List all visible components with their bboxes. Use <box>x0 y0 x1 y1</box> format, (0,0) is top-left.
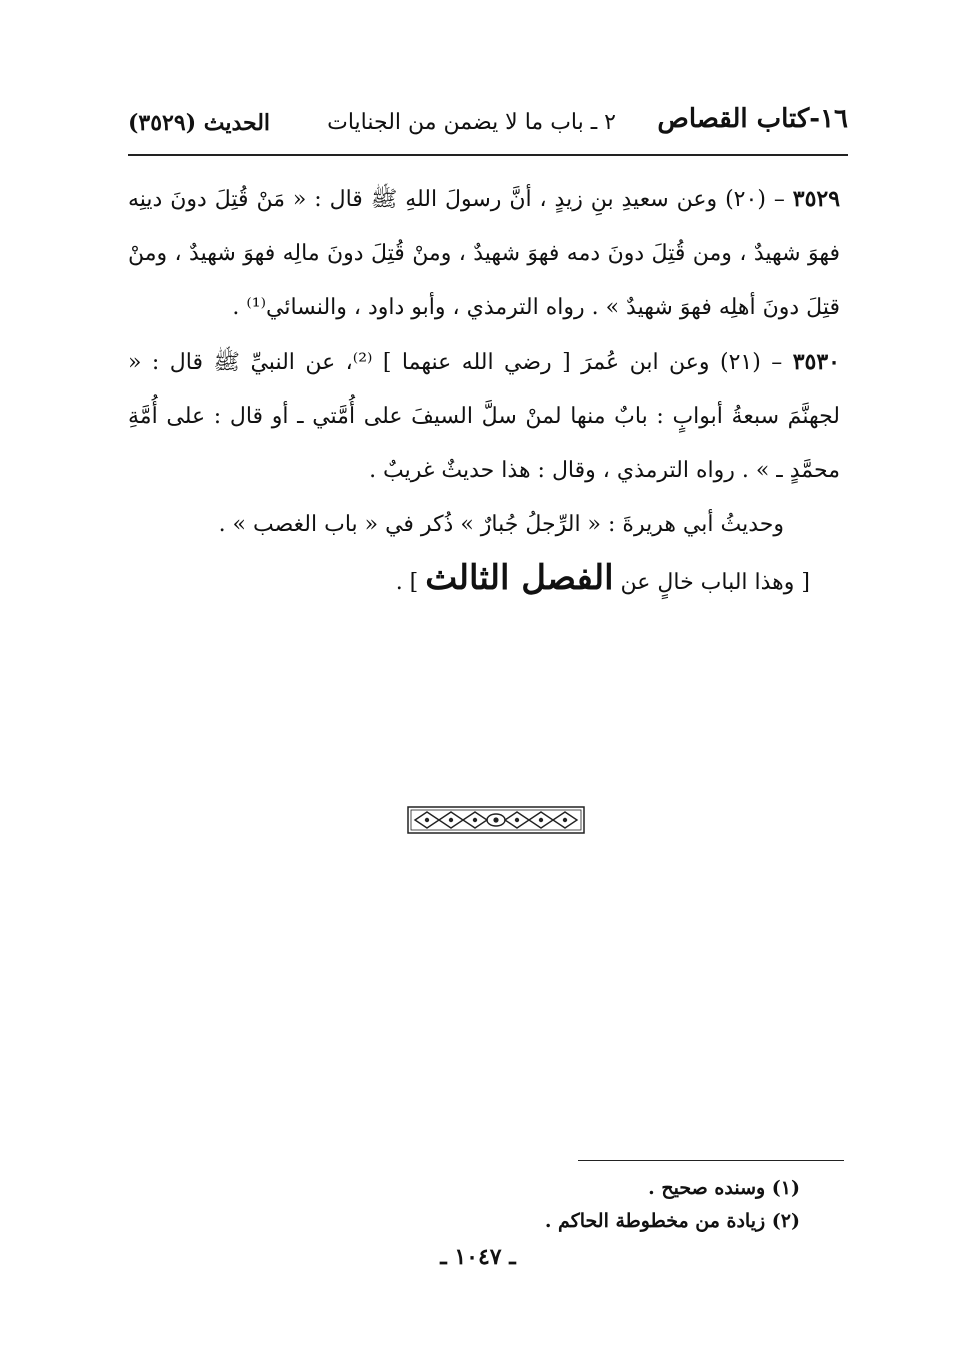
footnotes <box>500 1172 800 1238</box>
header-divider <box>128 154 848 156</box>
hadith-sub-number: (٢١) <box>720 350 761 375</box>
hadith-paragraph: ٣٥٢٩ – (٢٠) وعن سعيدِ بنِ زيدٍ ، أنَّ رسولَ اللهِ ﷺ قال : « مَنْ قُتِلَ دونَ دينِه فهوَ شهيدٌ ، ومن قُتِلَ دونَ دمه فهوَ شهيدٌ ، ومنْ قُتِلَ دونَ مالِه فهوَ شهيدٌ ، ومنْ قتِلَ دونَ أهلِه فهوَ شهيدٌ » . رواه الترمذي ، وأبو داود ، والنسائي⁽¹⁾ . <box>128 186 841 320</box>
hadith-number: ٣٥٣٠ <box>792 349 840 375</box>
hadith-text: وعن ابن عُمرَ [ رضي الله عنهما ] ⁽²⁾، عن النبيِّ ﷺ قال : « لجهنَّمَ سبعةُ أبوابٍ : بابٌ منها لمنْ سلَّ السيفَ على أُمَّتي ـ أو قال : على أُمَّةِ محمَّدٍ ـ » . رواه الترمذي ، وقال : هذا حديثٌ غريبٌ . <box>128 350 840 483</box>
footnote: (٢) زيادة من مخطوطة الحاكم . <box>544 1210 800 1232</box>
note-prefix: [ وهذا الباب خالٍ عن <box>620 570 810 595</box>
page-number: ـ ١٠٤٧ ـ <box>440 1244 516 1270</box>
cross-reference: وحديثُ أبي هريرةَ : « الرِّجلُ جُبارٌ » ذُكر في « باب الغصب » . <box>218 512 784 537</box>
footnote: (١) وسنده صحيح . <box>648 1177 800 1199</box>
section-note <box>270 548 810 613</box>
main-text <box>128 172 840 552</box>
footnote-divider <box>578 1160 844 1161</box>
section-title: ٢ ـ باب ما لا يضمن من الجنايات <box>327 110 616 135</box>
decorative-ornament <box>407 806 585 834</box>
hadith-number: ٣٥٢٩ <box>792 186 841 212</box>
hadith-text: وعن سعيدِ بنِ زيدٍ ، أنَّ رسولَ اللهِ ﷺ قال : « مَنْ قُتِلَ دونَ دينِه فهوَ شهيدٌ ، ومن قُتِلَ دونَ دمه فهوَ شهيدٌ ، ومنْ قُتِلَ دونَ مالِه فهوَ شهيدٌ ، ومنْ قتِلَ دونَ أهلِه فهوَ شهيدٌ » . رواه الترمذي ، وأبو داود ، والنسائي⁽¹⁾ . <box>128 187 840 320</box>
hadith-reference: الحديث (٣٥٢٩) <box>128 110 271 136</box>
hadith-sub-number: (٢٠) <box>725 187 766 212</box>
running-header <box>128 100 848 152</box>
hadith-paragraph: ٣٥٣٠ – (٢١) وعن ابن عُمرَ [ رضي الله عنهما ] ⁽²⁾، عن النبيِّ ﷺ قال : « لجهنَّمَ سبعةُ أبوابٍ : بابٌ منها لمنْ سلَّ السيفَ على أُمَّتي ـ أو قال : على أُمَّةِ محمَّدٍ ـ » . رواه الترمذي ، وقال : هذا حديثٌ غريبٌ . <box>128 349 840 483</box>
chapter-title: ١٦-كتاب القصاص <box>657 104 848 134</box>
note-emphasis: الفصل الثالث <box>425 558 614 598</box>
note-suffix: ] . <box>395 570 419 595</box>
